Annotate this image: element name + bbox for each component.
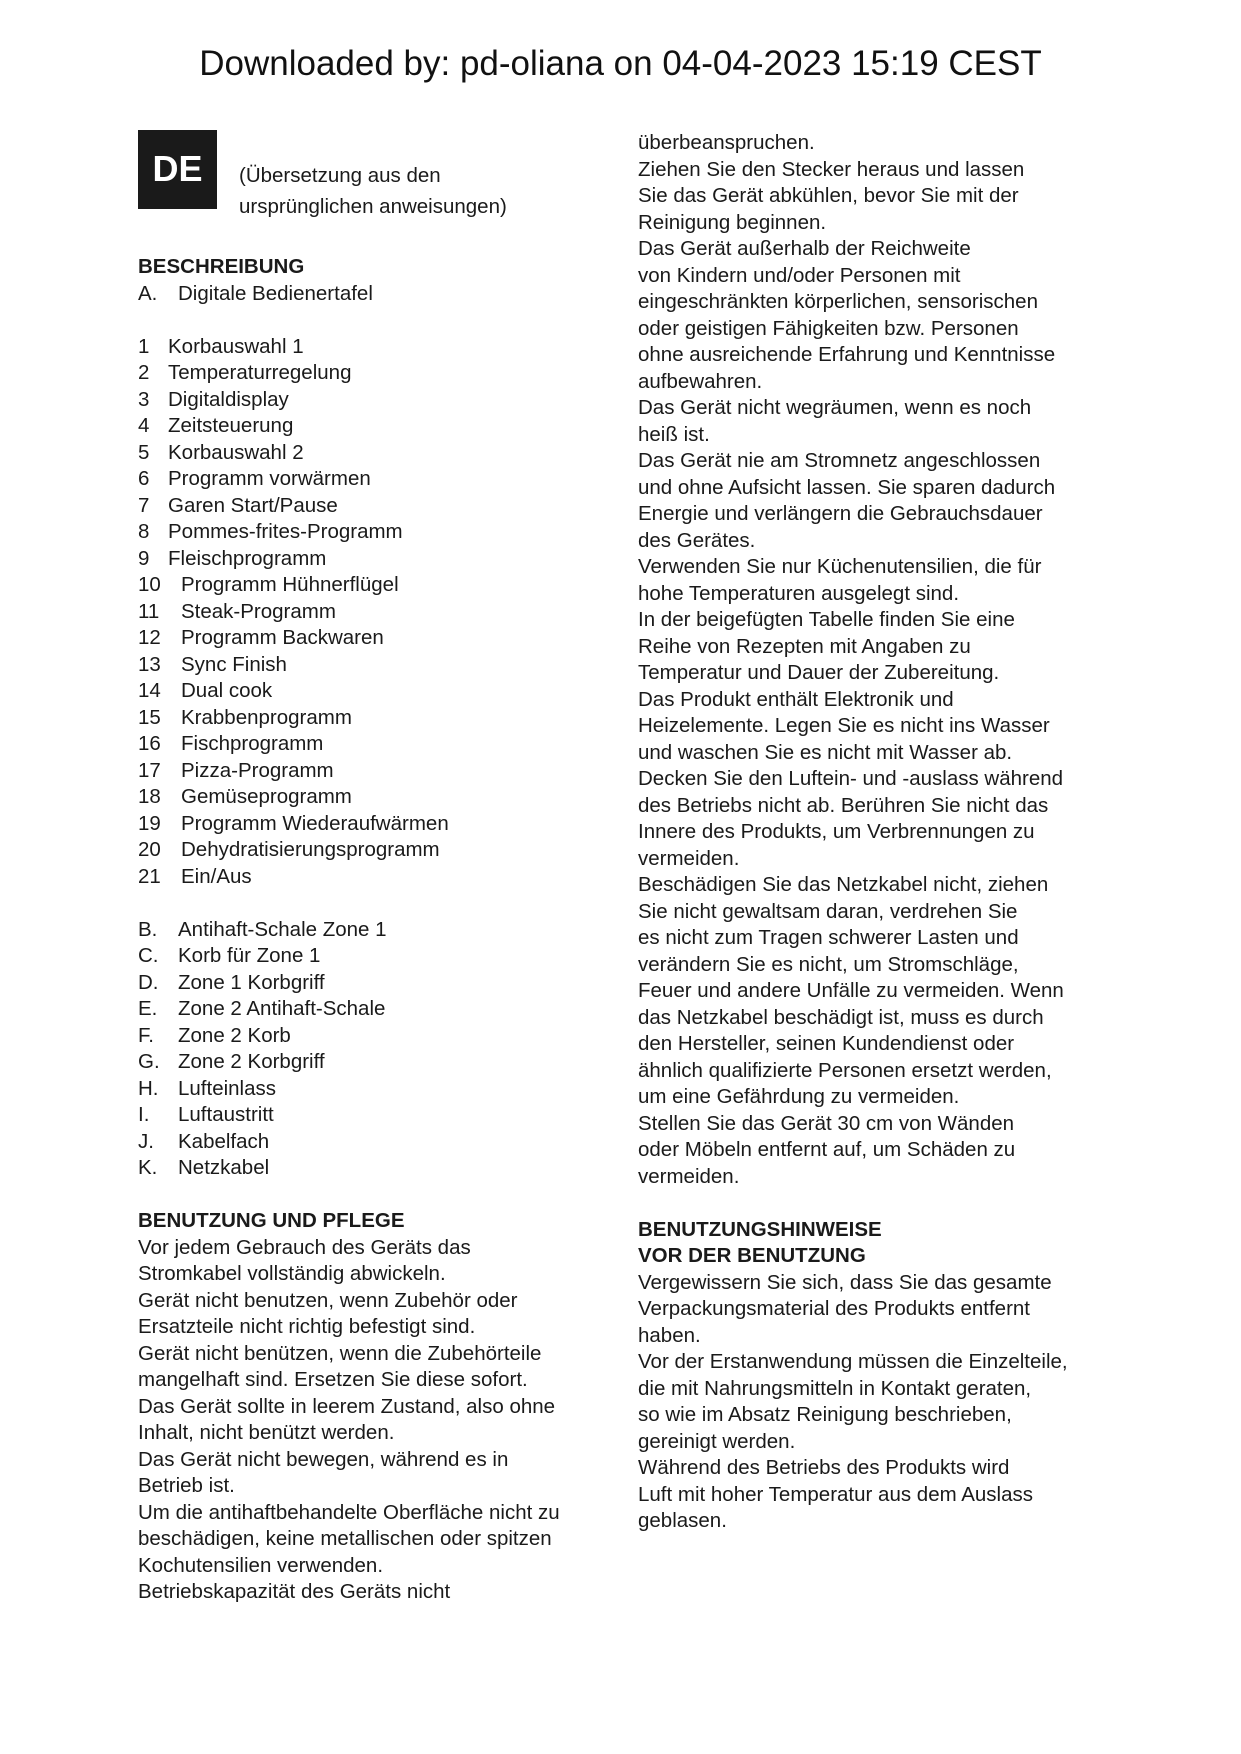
text-line: Während des Betriebs des Produkts wird <box>638 1456 1010 1479</box>
text-line: Inhalt, nicht benützt werden. <box>138 1421 395 1444</box>
item-text: Krabbenprogramm <box>181 705 352 729</box>
item-number: 21 <box>138 864 161 888</box>
text-line: den Hersteller, seinen Kundendienst oder <box>638 1032 1015 1055</box>
item-text: Digitale Bedienertafel <box>178 281 373 305</box>
item-text: Programm Wiederaufwärmen <box>181 811 449 835</box>
item-text: Zone 2 Korbgriff <box>178 1050 325 1073</box>
item-text: Zeitsteuerung <box>168 414 294 437</box>
text-line: haben. <box>638 1323 701 1347</box>
list-item <box>138 652 618 679</box>
item-number: 14 <box>138 679 161 702</box>
item-number: 5 <box>138 440 150 464</box>
text-line: Das Gerät nie am Stromnetz angeschlossen <box>638 449 1041 472</box>
text-line: das Netzkabel beschädigt ist, muss es durch <box>638 1005 1044 1029</box>
item-number: 17 <box>138 758 161 782</box>
item-text: Kabelfach <box>178 1129 270 1153</box>
item-number: 2 <box>138 361 150 384</box>
item-text: Steak-Programm <box>181 599 336 623</box>
text-line: Luft mit hoher Temperatur aus dem Auslass <box>638 1482 1034 1506</box>
list-item <box>138 334 618 361</box>
text-line: vermeiden. <box>638 846 740 870</box>
item-text: Programm Hühnerflügel <box>181 573 399 596</box>
text-line: vermeiden. <box>638 1164 740 1188</box>
list-item <box>138 811 618 838</box>
description-heading: BESCHREIBUNG <box>138 255 305 278</box>
item-text: Fischprogramm <box>181 732 324 755</box>
text-line: überbeanspruchen. <box>638 131 815 154</box>
list-item <box>138 1023 618 1050</box>
text-line: aufbewahren. <box>638 369 763 393</box>
instructions-heading: BENUTZUNGSHINWEISE <box>638 1217 882 1241</box>
item-text: Zone 2 Antihaft-Schale <box>178 997 386 1020</box>
text-line: Reihe von Rezepten mit Angaben zu <box>638 634 971 658</box>
list-item <box>138 1102 618 1129</box>
list-item <box>138 625 618 652</box>
item-number: 11 <box>138 599 160 623</box>
text-line: oder Möbeln entfernt auf, um Schäden zu <box>638 1138 1016 1161</box>
item-letter: F. <box>138 1023 154 1047</box>
text-line: Vor der Erstanwendung müssen die Einzelteile, <box>638 1350 1068 1373</box>
text-line: um eine Gefährdung zu vermeiden. <box>638 1085 960 1108</box>
item-letter: A. <box>138 281 158 305</box>
numbered-parts-list <box>138 334 618 891</box>
list-item <box>138 440 618 467</box>
item-letter: D. <box>138 970 159 994</box>
usage-paragraph <box>138 1235 618 1606</box>
item-text: Zone 1 Korbgriff <box>178 970 325 994</box>
item-text: Garen Start/Pause <box>168 493 338 517</box>
list-item <box>138 599 618 626</box>
text-line: so wie im Absatz Reinigung beschrieben, <box>638 1403 1012 1426</box>
text-line: ohne ausreichende Erfahrung und Kenntnisse <box>638 343 1056 366</box>
item-letter: B. <box>138 917 158 941</box>
list-item <box>138 678 618 705</box>
item-number: 18 <box>138 785 161 808</box>
item-text: Gemüseprogramm <box>181 785 352 808</box>
text-line: Ziehen Sie den Stecker heraus und lassen <box>638 157 1025 181</box>
text-line: Sie nicht gewaltsam daran, verdrehen Sie <box>638 899 1018 923</box>
text-line: geblasen. <box>638 1509 727 1532</box>
language-badge: DE <box>138 130 217 209</box>
list-item <box>138 943 618 970</box>
text-line: heiß ist. <box>638 422 710 446</box>
item-text: Digitaldisplay <box>168 387 289 411</box>
item-number: 19 <box>138 811 161 835</box>
list-item <box>138 1129 618 1156</box>
text-line: mangelhaft sind. Ersetzen Sie diese sofort. <box>138 1368 528 1391</box>
text-line: Das Gerät außerhalb der Reichweite <box>638 237 971 260</box>
text-line: Energie und verlängern die Gebrauchsdauer <box>638 502 1043 525</box>
item-number: 10 <box>138 573 161 596</box>
item-text: Programm Backwaren <box>181 626 384 649</box>
list-item <box>138 519 618 546</box>
translation-note-line: (Übersetzung aus den <box>239 164 441 187</box>
item-letter: J. <box>138 1129 154 1153</box>
list-item <box>138 1076 618 1103</box>
item-text: Lufteinlass <box>178 1076 277 1100</box>
item-text: Dual cook <box>181 679 273 702</box>
text-line: es nicht zum Tragen schwerer Lasten und <box>638 926 1019 949</box>
text-line: und waschen Sie es nicht mit Wasser ab. <box>638 740 1013 764</box>
item-letter: K. <box>138 1156 158 1179</box>
item-letter: I. <box>138 1103 150 1126</box>
text-line: Verwenden Sie nur Küchenutensilien, die für <box>638 555 1042 578</box>
text-line: Vergewissern Sie sich, dass Sie das gesamte <box>638 1270 1052 1294</box>
item-number: 6 <box>138 467 150 490</box>
item-text: Pizza-Programm <box>181 758 334 782</box>
text-line: Ersatzteile nicht richtig befestigt sind. <box>138 1315 476 1338</box>
list-item <box>138 493 618 520</box>
text-line: Sie das Gerät abkühlen, bevor Sie mit der <box>638 184 1019 207</box>
list-item <box>138 917 618 944</box>
text-line: Temperatur und Dauer der Zubereitung. <box>638 661 1000 684</box>
list-item <box>138 572 618 599</box>
item-number: 15 <box>138 705 161 729</box>
item-text: Korbauswahl 1 <box>168 334 304 358</box>
item-text: Korbauswahl 2 <box>168 440 304 464</box>
list-item <box>138 784 618 811</box>
item-letter: E. <box>138 997 158 1020</box>
instructions-paragraph <box>638 1270 1118 1535</box>
instructions-subheading: VOR DER BENUTZUNG <box>638 1244 866 1267</box>
item-text: Netzkabel <box>178 1156 270 1179</box>
text-line: Um die antihaftbehandelte Oberfläche nicht zu <box>138 1500 560 1524</box>
item-a-row <box>138 281 618 308</box>
text-line: oder geistigen Fähigkeiten bzw. Personen <box>638 316 1019 340</box>
usage-heading: BENUTZUNG UND PFLEGE <box>138 1209 405 1232</box>
text-line: und ohne Aufsicht lassen. Sie sparen dadurch <box>638 475 1056 499</box>
item-letter: C. <box>138 944 159 967</box>
text-line: des Gerätes. <box>638 528 756 552</box>
text-line: Betrieb ist. <box>138 1474 235 1497</box>
item-text: Dehydratisierungsprogramm <box>181 838 440 861</box>
text-line: Betriebskapazität des Geräts nicht <box>138 1580 451 1603</box>
item-text: Pommes-frites-Programm <box>168 520 403 543</box>
item-number: 7 <box>138 493 150 517</box>
item-number: 12 <box>138 626 161 649</box>
text-line: Beschädigen Sie das Netzkabel nicht, ziehen <box>638 873 1049 896</box>
item-letter: H. <box>138 1076 159 1100</box>
translation-note <box>239 160 507 222</box>
text-line: hohe Temperaturen ausgelegt sind. <box>638 581 960 605</box>
text-line: Stellen Sie das Gerät 30 cm von Wänden <box>638 1111 1015 1135</box>
list-item <box>138 705 618 732</box>
language-header <box>138 130 618 254</box>
item-number: 8 <box>138 520 150 543</box>
text-line: Verpackungsmaterial des Produkts entfernt <box>638 1297 1030 1320</box>
text-line: ähnlich qualifizierte Personen ersetzt werden, <box>638 1058 1052 1082</box>
text-line: Reinigung beginnen. <box>638 210 827 234</box>
item-text: Luftaustritt <box>178 1103 274 1126</box>
list-item <box>138 731 618 758</box>
list-item <box>138 758 618 785</box>
text-line: Kochutensilien verwenden. <box>138 1553 384 1577</box>
list-item <box>138 360 618 387</box>
text-line: gereinigt werden. <box>638 1429 796 1453</box>
list-item <box>138 546 618 573</box>
list-item <box>138 970 618 997</box>
item-number: 3 <box>138 387 150 411</box>
text-line: Das Gerät nicht bewegen, während es in <box>138 1447 509 1471</box>
text-line: Das Gerät nicht wegräumen, wenn es noch <box>638 396 1032 419</box>
item-text: Temperaturregelung <box>168 361 352 384</box>
text-line: Gerät nicht benützen, wenn die Zubehörteile <box>138 1341 542 1365</box>
text-line: eingeschränkten körperlichen, sensorischen <box>638 290 1038 313</box>
text-line: Decken Sie den Luftein- und -auslass während <box>638 767 1064 790</box>
list-item <box>138 837 618 864</box>
item-text: Fleischprogramm <box>168 546 327 570</box>
text-line: beschädigen, keine metallischen oder spitzen <box>138 1527 552 1550</box>
list-item <box>138 1155 618 1182</box>
list-item <box>138 466 618 493</box>
item-number: 4 <box>138 414 150 437</box>
translation-note-line: ursprünglichen anweisungen) <box>239 195 507 218</box>
text-line: Gerät nicht benutzen, wenn Zubehör oder <box>138 1288 518 1312</box>
right-column <box>638 130 1118 1535</box>
list-item <box>138 996 618 1023</box>
item-text: Sync Finish <box>181 652 287 676</box>
item-text: Zone 2 Korb <box>178 1023 291 1047</box>
text-line: Stromkabel vollständig abwickeln. <box>138 1262 446 1285</box>
item-letter: G. <box>138 1050 160 1073</box>
list-item <box>138 387 618 414</box>
item-number: 13 <box>138 652 161 676</box>
text-line: von Kindern und/oder Personen mit <box>638 263 961 287</box>
list-item <box>138 413 618 440</box>
item-text: Programm vorwärmen <box>168 467 371 490</box>
item-text: Korb für Zone 1 <box>178 944 321 967</box>
lettered-parts-list <box>138 917 618 1182</box>
item-number: 20 <box>138 838 161 861</box>
item-number: 16 <box>138 732 161 755</box>
download-info-header: Downloaded by: pd-oliana on 04-04-2023 15:19 CEST <box>199 44 1042 83</box>
text-line: die mit Nahrungsmitteln in Kontakt geraten, <box>638 1376 1032 1400</box>
text-line: In der beigefügten Tabelle finden Sie eine <box>638 608 1015 631</box>
text-line: des Betriebs nicht ab. Berühren Sie nicht das <box>638 793 1049 817</box>
text-line: Vor jedem Gebrauch des Geräts das <box>138 1235 471 1259</box>
list-item <box>138 864 618 891</box>
text-line: Das Produkt enthält Elektronik und <box>638 687 954 711</box>
item-text: Ein/Aus <box>181 864 252 888</box>
text-line: Heizelemente. Legen Sie es nicht ins Wasser <box>638 714 1050 737</box>
item-number: 1 <box>138 334 150 358</box>
left-column <box>138 130 618 1606</box>
text-line: Feuer und andere Unfälle zu vermeiden. Wenn <box>638 979 1064 1002</box>
text-line: Das Gerät sollte in leerem Zustand, also ohne <box>138 1394 556 1418</box>
care-paragraph <box>638 130 1118 1190</box>
list-item <box>138 1049 618 1076</box>
text-line: Innere des Produkts, um Verbrennungen zu <box>638 820 1035 843</box>
item-number: 9 <box>138 546 150 570</box>
text-line: verändern Sie es nicht, um Stromschläge, <box>638 952 1019 976</box>
item-text: Antihaft-Schale Zone 1 <box>178 917 387 941</box>
